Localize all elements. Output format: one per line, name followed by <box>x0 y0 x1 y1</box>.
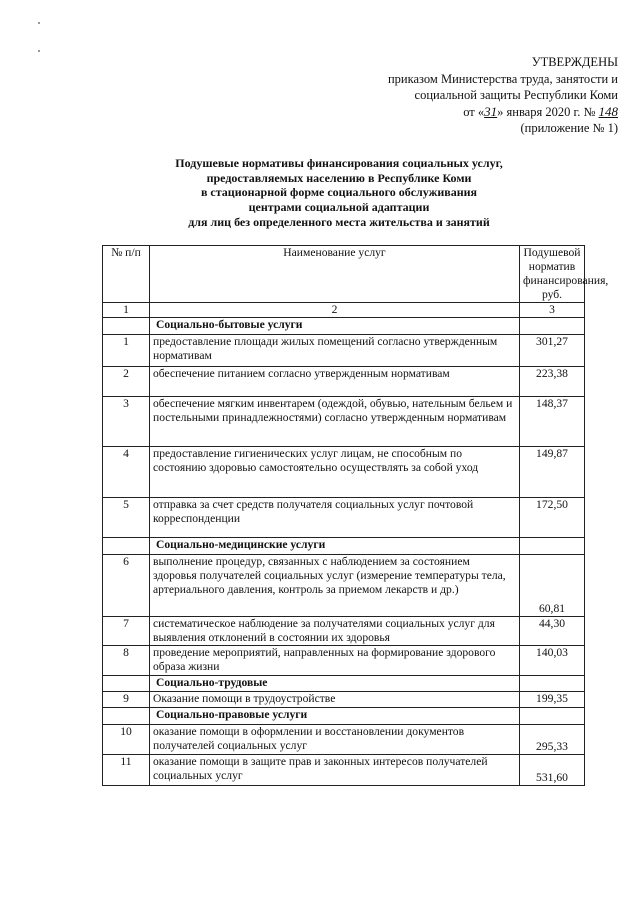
row-number <box>103 676 150 692</box>
table-row <box>103 692 585 708</box>
title-line: в стационарной форме социального обслуживания <box>200 185 478 200</box>
table-row <box>103 447 585 498</box>
row-price: 149,87 <box>520 447 585 498</box>
rates-table <box>102 245 609 786</box>
row-number <box>103 538 150 555</box>
row-price: 295,33 <box>520 725 585 755</box>
row-number: 9 <box>103 692 150 708</box>
row-number: 11 <box>103 755 150 786</box>
index-cell: 1 <box>103 303 150 318</box>
approval-heading: УТВЕРЖДЕНЫ <box>531 55 618 69</box>
row-price: 172,50 <box>520 498 585 538</box>
document-title <box>100 156 578 230</box>
index-cell: 3 <box>520 303 585 318</box>
table-row <box>103 725 585 755</box>
service-name: обеспечение мягким инвентарем (одеждой, обувью, нательным бельем и постельными принадлежностями) согласно утвержденным нормативам <box>150 397 520 447</box>
row-number <box>103 708 150 725</box>
service-name: систематическое наблюдение за получателями социальных услуг для выявления отклонений в состоянии их здоровья <box>150 617 520 646</box>
index-cell: 2 <box>150 303 520 318</box>
row-price: 301,27 <box>520 335 585 367</box>
row-price: 148,37 <box>520 397 585 447</box>
service-name: отправка за счет средств получателя социальных услуг почтовой корреспонденции <box>150 498 520 538</box>
section-title: Социально-трудовые <box>150 676 520 692</box>
header-rate: Подушевой норматив финансирования, руб. <box>520 246 585 303</box>
row-number: 2 <box>103 367 150 397</box>
section-title: Социально-медицинские услуги <box>150 538 520 555</box>
order-number-handwritten: 148 <box>598 103 618 119</box>
section-row <box>103 318 585 335</box>
section-title: Социально-бытовые услуги <box>150 318 520 335</box>
title-line: для лиц без определенного места жительства и занятий <box>188 214 490 229</box>
scan-speck <box>38 22 40 24</box>
service-name: оказание помощи в оформлении и восстановлении документов получателей социальных услуг <box>150 725 520 755</box>
title-line: предоставляемых населению в Республике Коми <box>206 170 472 185</box>
section-row <box>103 708 585 725</box>
date-day-handwritten: 31 <box>484 103 498 119</box>
row-number: 6 <box>103 555 150 617</box>
row-price <box>520 318 585 335</box>
approval-order-line: приказом Министерства труда, занятости и <box>387 71 618 86</box>
table-row <box>103 367 585 397</box>
section-title: Социально-правовые услуги <box>150 708 520 725</box>
service-name: проведение мероприятий, направленных на формирование здорового образа жизни <box>150 646 520 676</box>
row-price: 223,38 <box>520 367 585 397</box>
row-number: 4 <box>103 447 150 498</box>
table-row <box>103 617 585 646</box>
column-index-row <box>103 303 585 318</box>
table-row <box>103 755 585 786</box>
approval-ministry-line: социальной защиты Республики Коми <box>414 88 618 102</box>
scan-speck <box>38 50 40 52</box>
row-price <box>520 676 585 692</box>
table-row <box>103 397 585 447</box>
service-name: обеспечение питанием согласно утвержденным нормативам <box>150 367 520 397</box>
row-price: 531,60 <box>520 755 585 786</box>
date-prefix: от « <box>463 104 485 119</box>
row-number: 3 <box>103 397 150 447</box>
appendix-label: (приложение № 1) <box>520 121 618 135</box>
row-price: 199,35 <box>520 692 585 708</box>
row-number <box>103 318 150 335</box>
table-row <box>103 335 585 367</box>
row-price: 140,03 <box>520 646 585 676</box>
table-row <box>103 646 585 676</box>
date-mid: » января 2020 г. № <box>497 104 596 119</box>
header-number: № п/п <box>103 246 150 303</box>
table-row <box>103 498 585 538</box>
row-number: 7 <box>103 617 150 646</box>
service-name: выполнение процедур, связанных с наблюдением за состоянием здоровья получателей социальных услуг (измерение температуры тела, артериального давления, контроль за приемом лекарств и др.) <box>150 555 520 617</box>
row-number: 5 <box>103 498 150 538</box>
service-name: предоставление гигиенических услуг лицам, не способным по состоянию здоровью самостоятельно осуществлять за собой уход <box>150 447 520 498</box>
approval-date-line <box>388 104 618 121</box>
title-line: центрами социальной адаптации <box>248 200 430 215</box>
row-price <box>520 538 585 555</box>
section-row <box>103 676 585 692</box>
row-number: 10 <box>103 725 150 755</box>
title-line: Подушевые нормативы финансирования социальных услуг, <box>175 156 503 170</box>
row-number: 8 <box>103 646 150 676</box>
service-name: предоставление площади жилых помещений согласно утвержденным нормативам <box>150 335 520 367</box>
service-name: оказание помощи в защите прав и законных интересов получателей социальных услуг <box>150 755 520 786</box>
row-price <box>520 708 585 725</box>
service-name: Оказание помощи в трудоустройстве <box>150 692 520 708</box>
approval-stamp <box>388 54 618 137</box>
header-service: Наименование услуг <box>150 246 520 303</box>
table-row <box>103 555 585 617</box>
row-price: 44,30 <box>520 617 585 646</box>
row-number: 1 <box>103 335 150 367</box>
section-row <box>103 538 585 555</box>
row-price: 60,81 <box>520 555 585 617</box>
table-header-row <box>103 246 585 303</box>
